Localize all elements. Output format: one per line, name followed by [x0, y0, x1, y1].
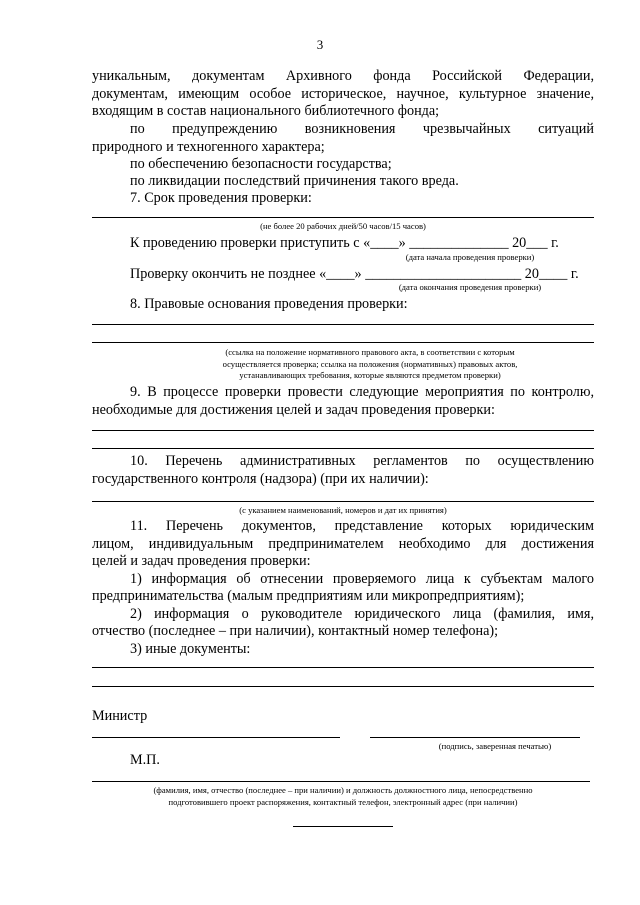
separator-line — [293, 826, 393, 827]
section-11 — [92, 518, 594, 658]
fill-line — [92, 324, 594, 325]
text-line: 10. Перечень административных регламентов по осуществлению — [130, 453, 594, 469]
section-9 — [92, 384, 594, 419]
hint-line: устанавливающих требования, которые являются предметом проверки) — [239, 370, 501, 380]
text-line: 11. Перечень документов, представление которых юридическим — [130, 518, 594, 534]
text-line: уникальным, документам Архивного фонда Российской Федерации, — [92, 68, 594, 84]
hint-line: подготовившего проект распоряжения, контактный телефон, электронный адрес (при наличии) — [168, 796, 518, 807]
section-7-heading — [92, 190, 594, 208]
fill-line — [92, 217, 594, 218]
minister-label: Министр — [92, 708, 148, 724]
list-item-line: предпринимательства (малым предприятиям или микропредприятиям); — [92, 588, 525, 604]
text-line: природного и техногенного характера; — [92, 138, 325, 155]
hint-end-date: (дата окончания проведения проверки) — [398, 282, 542, 292]
list-item-line: 1) информация об отнесении проверяемого лица к субъектам малого — [130, 570, 594, 587]
page-number: 3 — [316, 37, 324, 52]
text-line: по ликвидации последствий причинения такого вреда. — [130, 173, 459, 189]
fill-line — [92, 430, 594, 431]
fill-line — [92, 342, 594, 343]
section-10 — [92, 453, 594, 488]
fill-line — [92, 667, 594, 668]
text-line: 8. Правовые основания проведения проверки: — [130, 296, 408, 312]
paragraph-emergency — [92, 121, 594, 156]
hint-line: (фамилия, имя, отчество (последнее – при наличии) и должность должностного лица, непосредственно — [153, 785, 533, 795]
list-item-line: 2) информация о руководителе юридического лица (фамилия, имя, — [130, 605, 594, 622]
section-8-heading — [92, 296, 594, 314]
text-line: целей и задач проведения проверки: — [92, 553, 311, 569]
start-date-line: К проведению проверки приступить с «____» ______________ 20___ г. — [130, 235, 559, 251]
text-line: входящим в состав национального библиотечного фонда; — [92, 103, 440, 119]
hint-legal-basis — [160, 347, 580, 382]
hint-line: осуществляется проверка; ссылка на положения (нормативных) правовых актов, — [222, 358, 518, 369]
text-line: по предупреждению возникновения чрезвычайных ситуаций — [130, 121, 594, 137]
hint-regulations: (с указанием наименований, номеров и дат их принятия) — [239, 505, 447, 515]
text-line: государственного контроля (надзора) (при их наличии): — [92, 470, 429, 487]
list-item-line: отчество (последнее – при наличии), контактный номер телефона); — [92, 623, 499, 639]
text-line: документам, имеющим особое историческое, научное, культурное значение, — [92, 85, 594, 102]
fill-line — [92, 448, 594, 449]
text-line: необходимые для достижения целей и задач проведения проверки: — [92, 401, 495, 418]
end-date-line: Проверку окончить не позднее «____» ______________________ 20____ г. — [130, 266, 579, 282]
paragraph-security — [92, 156, 594, 174]
signature-line — [370, 737, 580, 738]
fill-line — [92, 781, 590, 782]
paragraph-liquidation — [92, 173, 594, 191]
text-line: лицом, индивидуальным предпринимателем необходимо для достижения — [92, 535, 594, 552]
hint-duration: (не более 20 рабочих дней/50 часов/15 часов) — [260, 221, 426, 231]
signature-name-line — [92, 737, 340, 738]
fill-line — [92, 501, 594, 502]
hint-line: (ссылка на положение нормативного правового акта, в соответствии с которым — [225, 347, 515, 357]
text-line: 7. Срок проведения проверки: — [130, 190, 312, 206]
footer-hint — [92, 785, 594, 808]
stamp-label: М.П. — [130, 752, 160, 768]
text-line: 9. В процессе проверки провести следующие мероприятия по контролю, — [130, 384, 594, 400]
text-line: по обеспечению безопасности государства; — [130, 156, 392, 172]
list-item-line: 3) иные документы: — [130, 640, 251, 657]
fill-line — [92, 686, 594, 687]
hint-start-date: (дата начала проведения проверки) — [405, 252, 535, 262]
paragraph-archive — [92, 68, 594, 121]
hint-signature: (подпись, заверенная печатью) — [438, 741, 552, 751]
